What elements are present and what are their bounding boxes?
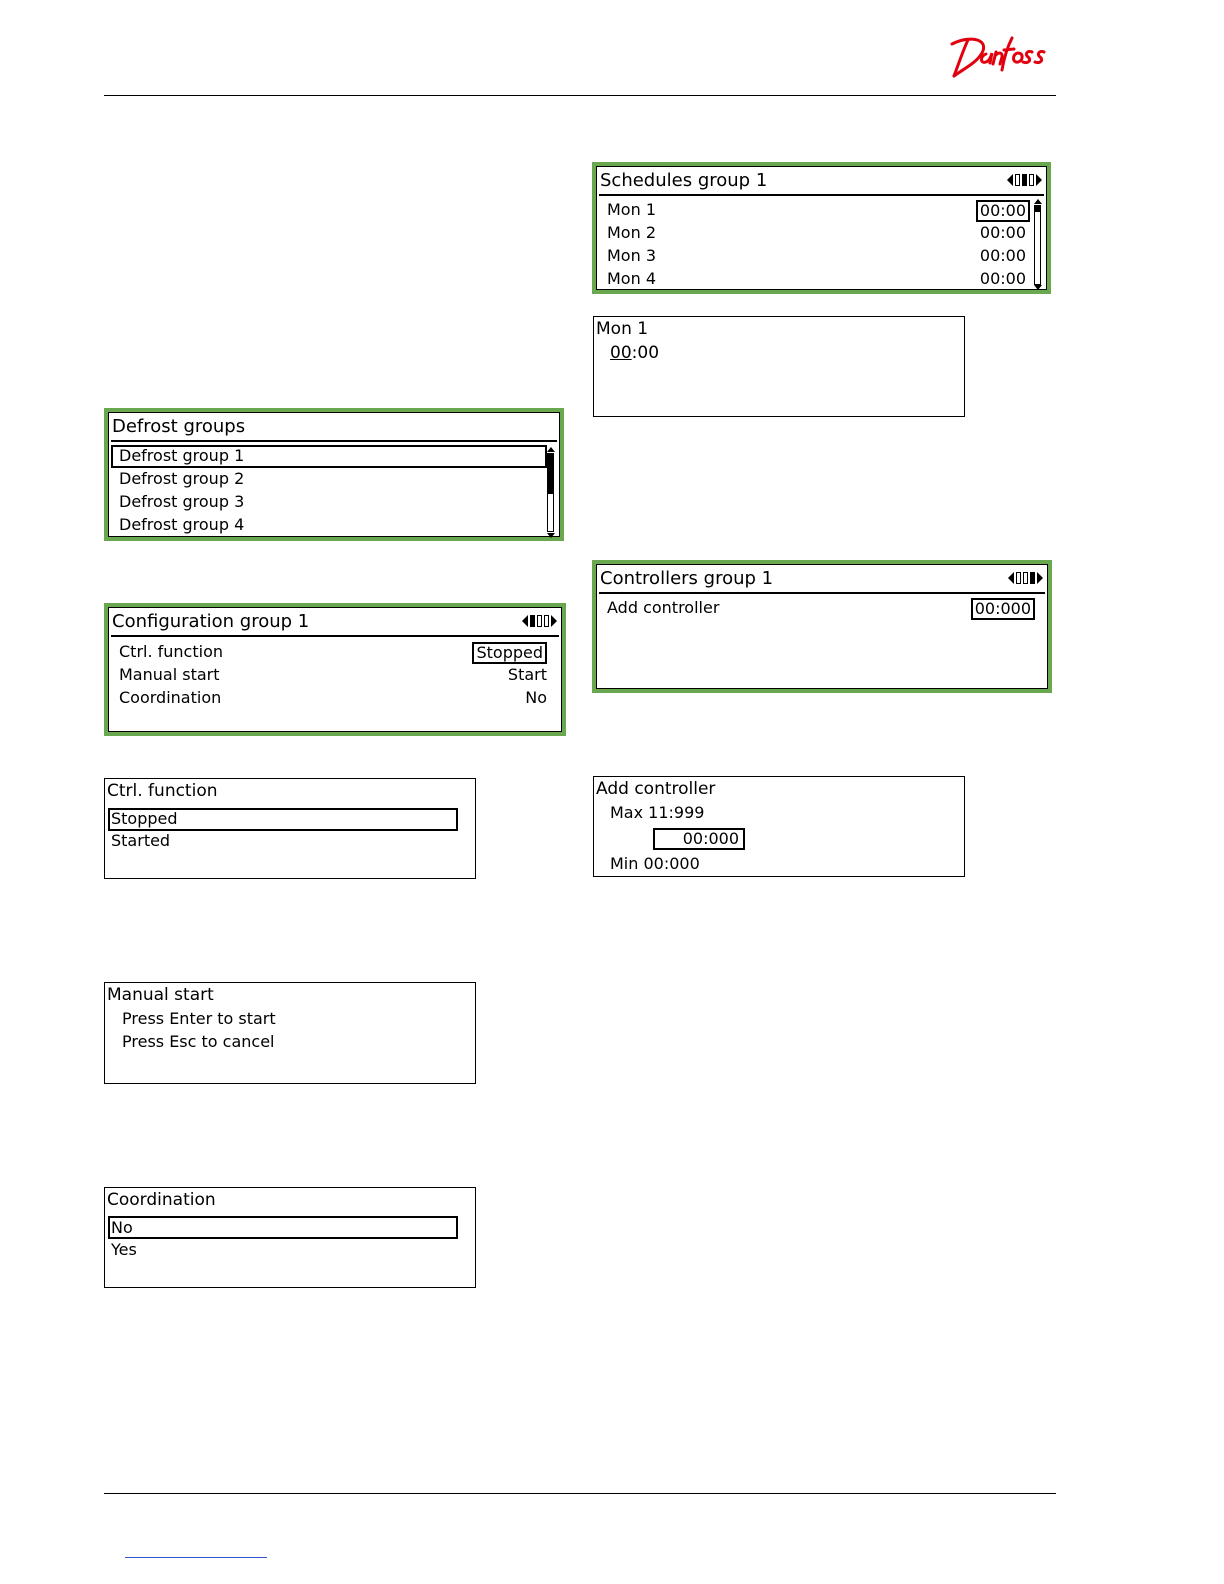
number-input[interactable]: 00:000 [653, 828, 745, 850]
footer-link-underline [125, 1557, 267, 1558]
list-item[interactable]: Defrost group 4 [119, 515, 245, 534]
mon1-popup [593, 316, 965, 417]
coordination-popup [104, 1187, 476, 1288]
scrollbar-thumb[interactable] [1035, 206, 1040, 212]
danfoss-logo [946, 30, 1058, 82]
schedule-row[interactable]: Mon 4 00:00 [607, 269, 1026, 288]
option-stopped[interactable]: Stopped [111, 809, 178, 828]
popup-title: Mon 1 [596, 319, 649, 339]
instruction-text: Press Esc to cancel [122, 1032, 275, 1051]
arrow-left-icon[interactable] [1008, 572, 1014, 584]
popup-title: Ctrl. function [107, 781, 218, 801]
schedule-row[interactable]: Mon 2 00:00 [607, 223, 1026, 242]
page-nav[interactable] [1007, 174, 1042, 186]
controllers-panel [592, 560, 1052, 693]
selected-value[interactable]: 00:000 [971, 598, 1035, 620]
setting-row-manual-start[interactable]: Manual start Start [119, 665, 547, 684]
scrollbar[interactable] [1034, 205, 1041, 285]
header-rule [104, 95, 1056, 96]
option-started[interactable]: Started [111, 831, 171, 850]
page-indicator [537, 615, 542, 627]
arrow-right-icon[interactable] [551, 615, 557, 627]
page-indicator [1016, 572, 1021, 584]
hours-field[interactable]: 00 [610, 343, 632, 363]
page-indicator-active [1022, 174, 1027, 186]
arrow-right-icon[interactable] [1036, 174, 1042, 186]
schedules-panel [592, 162, 1051, 294]
controller-row-add[interactable]: Add controller 00:000 [607, 597, 1035, 619]
page-nav[interactable] [1008, 572, 1043, 584]
page-nav[interactable] [522, 615, 557, 627]
panel-title: Configuration group 1 [111, 608, 559, 637]
page-indicator [1029, 174, 1034, 186]
schedule-row[interactable]: Mon 3 00:00 [607, 246, 1026, 265]
option-yes[interactable]: Yes [111, 1240, 137, 1259]
scroll-down-icon[interactable] [547, 533, 555, 538]
min-limit: Min 00:000 [610, 854, 700, 873]
setting-row-coordination[interactable]: Coordination No [119, 688, 547, 707]
list-item[interactable]: Defrost group 3 [119, 492, 245, 511]
selection-highlight [108, 1216, 458, 1239]
scroll-up-icon[interactable] [547, 447, 555, 452]
panel-title: Schedules group 1 [599, 167, 1044, 196]
defrost-groups-panel [104, 408, 564, 541]
selected-value[interactable]: 00:00 [976, 200, 1030, 222]
page-indicator [1015, 174, 1020, 186]
panel-title: Controllers group 1 [599, 565, 1045, 594]
minutes-field[interactable]: 00 [637, 343, 660, 363]
panel-title: Defrost groups [111, 413, 557, 442]
setting-row-ctrl-function[interactable]: Ctrl. function Stopped [119, 641, 547, 663]
scrollbar[interactable] [547, 453, 554, 532]
instruction-text: Press Enter to start [122, 1009, 276, 1028]
page-indicator [544, 615, 549, 627]
popup-title: Add controller [596, 779, 716, 799]
max-limit: Max 11:999 [610, 803, 705, 822]
footer-rule [104, 1493, 1056, 1494]
page-indicator-active [530, 615, 535, 627]
scroll-down-icon[interactable] [1034, 285, 1042, 290]
ctrl-function-popup [104, 778, 476, 879]
scrollbar-thumb[interactable] [548, 454, 553, 494]
list-item[interactable]: Defrost group 1 [119, 446, 245, 465]
arrow-left-icon[interactable] [522, 615, 528, 627]
page-indicator [1023, 572, 1028, 584]
time-input[interactable]: 00:00 [610, 343, 660, 363]
configuration-panel [104, 603, 566, 736]
add-controller-popup [593, 776, 965, 877]
manual-start-popup [104, 982, 476, 1084]
popup-title: Manual start [107, 985, 214, 1005]
scroll-up-icon[interactable] [1034, 199, 1042, 204]
schedule-row[interactable]: Mon 1 00:00 [607, 199, 1030, 221]
arrow-right-icon[interactable] [1037, 572, 1043, 584]
arrow-left-icon[interactable] [1007, 174, 1013, 186]
list-item[interactable]: Defrost group 2 [119, 469, 245, 488]
selected-value[interactable]: Stopped [472, 642, 547, 664]
popup-title: Coordination [107, 1190, 216, 1210]
option-no[interactable]: No [111, 1218, 133, 1237]
page-indicator-active [1030, 572, 1035, 584]
